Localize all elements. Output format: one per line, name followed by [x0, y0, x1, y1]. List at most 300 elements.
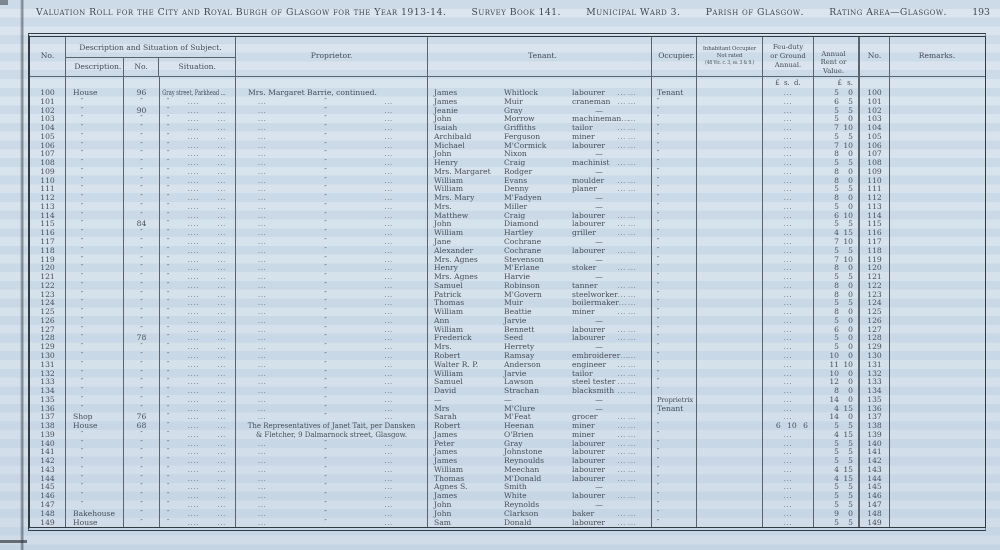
proprietor-cell: ... ″ ... — [236, 448, 428, 457]
street-number-cell: ″ — [124, 291, 160, 300]
street-number-cell: ″ — [124, 273, 160, 282]
entry-number-repeat-cell: 132 — [859, 370, 890, 379]
entry-number-repeat-cell: 141 — [859, 448, 890, 457]
entry-number-repeat-cell: 115 — [859, 220, 890, 229]
inhabitant-occupier-cell — [697, 142, 763, 151]
proprietor-cell: ... ″ ... — [236, 475, 428, 484]
tenant-cell: Mrs. Margaret Rodger — — [428, 168, 652, 177]
situation-cell: ″ .... ... — [160, 98, 236, 107]
entry-number-cell: 125 — [30, 308, 66, 317]
street-number-cell: ″ — [124, 475, 160, 484]
entry-number-cell: 111 — [30, 185, 66, 194]
feu-duty-cell: ... — [763, 448, 814, 457]
description-cell: ″ — [66, 457, 124, 466]
remarks-cell — [890, 510, 984, 519]
rent-cell: 5 5 — [814, 501, 859, 510]
description-cell: ″ — [66, 466, 124, 475]
feu-duty-cell: ... — [763, 431, 814, 440]
proprietor-cell: ... ″ ... — [236, 168, 428, 177]
feu-duty-cell: ... — [763, 466, 814, 475]
entry-number-cell: 105 — [30, 133, 66, 142]
feu-duty-cell: ... — [763, 247, 814, 256]
inhabitant-occupier-cell — [697, 413, 763, 422]
rent-cell: 5 0 — [814, 115, 859, 124]
col-description: Description. — [66, 58, 124, 76]
rent-cell: 7 10 — [814, 256, 859, 265]
feu-duty-cell: ... — [763, 326, 814, 335]
occupier-cell: ″ — [652, 519, 697, 528]
tenant-cell: Samuel Robinson tanner ... ... — [428, 282, 652, 291]
rent-cell: 5 5 — [814, 457, 859, 466]
entry-number-repeat-cell: 147 — [859, 501, 890, 510]
table-row — [30, 501, 985, 510]
entry-number-cell: 148 — [30, 510, 66, 519]
entry-number-cell: 115 — [30, 220, 66, 229]
remarks-cell — [890, 115, 984, 124]
tenant-cell: James Whitlock labourer ... ... — [428, 89, 652, 98]
description-cell: ″ — [66, 483, 124, 492]
occupier-cell: ″ — [652, 212, 697, 221]
occupier-cell: ″ — [652, 343, 697, 352]
feu-duty-cell: ... — [763, 299, 814, 308]
street-number-cell: ″ — [124, 282, 160, 291]
street-number-cell: ″ — [124, 483, 160, 492]
tenant-cell: Jane Cochrane — — [428, 238, 652, 247]
description-cell: ″ — [66, 343, 124, 352]
entry-number-cell: 117 — [30, 238, 66, 247]
street-number-cell: ″ — [124, 133, 160, 142]
situation-cell: ″ .... ... — [160, 361, 236, 370]
feu-duty-cell: ... — [763, 220, 814, 229]
situation-cell: ″ .... ... — [160, 519, 236, 528]
description-cell: ″ — [66, 194, 124, 203]
description-cell: ″ — [66, 238, 124, 247]
tenant-cell: Walter R. P. Anderson engineer ... ... — [428, 361, 652, 370]
inhabitant-occupier-cell — [697, 396, 763, 405]
scan-artifact-edge — [0, 540, 27, 543]
description-cell: ″ — [66, 212, 124, 221]
entry-number-repeat-cell: 123 — [859, 291, 890, 300]
description-cell: ″ — [66, 142, 124, 151]
rent-cell: 5 0 — [814, 89, 859, 98]
remarks-cell — [890, 334, 984, 343]
street-number-cell: ″ — [124, 510, 160, 519]
inhabitant-occupier-cell — [697, 282, 763, 291]
entry-number-cell: 129 — [30, 343, 66, 352]
proprietor-cell: ... ″ ... — [236, 159, 428, 168]
rent-cell: 4 15 — [814, 466, 859, 475]
remarks-cell — [890, 107, 984, 116]
inhabitant-occupier-cell — [697, 98, 763, 107]
inhabitant-occupier-cell — [697, 194, 763, 203]
table-row — [30, 361, 985, 370]
occupier-cell: ″ — [652, 413, 697, 422]
occupier-cell: ″ — [652, 168, 697, 177]
occupier-cell: ″ — [652, 440, 697, 449]
description-cell: ″ — [66, 273, 124, 282]
remarks-cell — [890, 273, 984, 282]
page-title: Valuation Roll for the City and Royal Burgh of Glasgow for the Year 1913-14. — [36, 7, 447, 18]
table-row — [30, 89, 985, 98]
description-cell: House — [66, 422, 124, 431]
entry-number-cell: 138 — [30, 422, 66, 431]
entry-number-repeat-cell: 146 — [859, 492, 890, 501]
inhabitant-occupier-cell — [697, 124, 763, 133]
feu-duty-cell: ... — [763, 194, 814, 203]
rent-cell: 12 0 — [814, 378, 859, 387]
entry-number-repeat-cell: 135 — [859, 396, 890, 405]
occupier-cell: ″ — [652, 334, 697, 343]
inhabitant-occupier-cell — [697, 229, 763, 238]
inhabitant-occupier-cell — [697, 440, 763, 449]
occupier-cell: ″ — [652, 431, 697, 440]
entry-number-repeat-cell: 128 — [859, 334, 890, 343]
feu-duty-cell: ... — [763, 501, 814, 510]
entry-number-cell: 120 — [30, 264, 66, 273]
situation-cell: ″ .... ... — [160, 168, 236, 177]
entry-number-cell: 145 — [30, 483, 66, 492]
description-cell: ″ — [66, 220, 124, 229]
situation-cell: ″ .... ... — [160, 194, 236, 203]
remarks-cell — [890, 256, 984, 265]
table-row — [30, 291, 985, 300]
situation-cell: ″ .... ... — [160, 177, 236, 186]
feu-duty-cell: ... — [763, 413, 814, 422]
table-row — [30, 115, 985, 124]
occupier-cell: ″ — [652, 475, 697, 484]
proprietor-cell: ... ″ ... — [236, 519, 428, 528]
feu-duty-cell: ... — [763, 107, 814, 116]
remarks-cell — [890, 413, 984, 422]
table-row — [30, 133, 985, 142]
feu-duty-cell: ... — [763, 133, 814, 142]
feu-duty-cell: ... — [763, 378, 814, 387]
table-row — [30, 457, 985, 466]
street-number-cell: ″ — [124, 238, 160, 247]
inhabitant-occupier-cell — [697, 212, 763, 221]
table-row — [30, 124, 985, 133]
occupier-cell: ″ — [652, 501, 697, 510]
entry-number-repeat-cell: 119 — [859, 256, 890, 265]
entry-number-repeat-cell: 125 — [859, 308, 890, 317]
remarks-cell — [890, 317, 984, 326]
description-cell: ″ — [66, 475, 124, 484]
rent-cell: 4 15 — [814, 431, 859, 440]
entry-number-repeat-cell: 100 — [859, 89, 890, 98]
proprietor-cell: ... ″ ... — [236, 299, 428, 308]
proprietor-cell: ... ″ ... — [236, 229, 428, 238]
feu-duty-cell: ... — [763, 124, 814, 133]
entry-number-repeat-cell: 102 — [859, 107, 890, 116]
street-number-cell: 78 — [124, 334, 160, 343]
proprietor-cell: ... ″ ... — [236, 150, 428, 159]
remarks-cell — [890, 405, 984, 414]
description-cell: House — [66, 89, 124, 98]
proprietor-cell: ... ″ ... — [236, 124, 428, 133]
situation-cell: ″ .... ... — [160, 457, 236, 466]
feu-duty-cell: ... — [763, 510, 814, 519]
description-cell: ″ — [66, 133, 124, 142]
description-cell: ″ — [66, 448, 124, 457]
situation-cell: ″ .... ... — [160, 326, 236, 335]
rent-cell: 5 5 — [814, 440, 859, 449]
inhabitant-occupier-cell — [697, 203, 763, 212]
proprietor-cell: & Fletcher, 9 Dalmarnock street, Glasgow. — [236, 431, 428, 440]
proprietor-cell: ... ″ ... — [236, 483, 428, 492]
table-row — [30, 98, 985, 107]
occupier-cell: ″ — [652, 378, 697, 387]
situation-cell: ″ .... ... — [160, 299, 236, 308]
rent-cell: 6 5 — [814, 98, 859, 107]
occupier-cell: ″ — [652, 448, 697, 457]
remarks-cell — [890, 168, 984, 177]
tenant-cell: Ann Jarvie — — [428, 317, 652, 326]
occupier-cell: ″ — [652, 194, 697, 203]
feu-duty-cell: ... — [763, 361, 814, 370]
situation-cell: ″ .... ... — [160, 150, 236, 159]
description-cell: ″ — [66, 229, 124, 238]
description-cell: Bakehouse — [66, 510, 124, 519]
proprietor-cell: ... ″ ... — [236, 115, 428, 124]
tenant-cell: William Evans moulder ... ... — [428, 177, 652, 186]
rent-cell: 5 5 — [814, 247, 859, 256]
situation-cell: ″ .... ... — [160, 107, 236, 116]
remarks-cell — [890, 343, 984, 352]
tenant-cell: Frederick Seed labourer ... ... — [428, 334, 652, 343]
entry-number-repeat-cell: 113 — [859, 203, 890, 212]
occupier-cell: ″ — [652, 326, 697, 335]
occupier-cell: ″ — [652, 308, 697, 317]
situation-cell: ″ .... ... — [160, 378, 236, 387]
entry-number-repeat-cell: 107 — [859, 150, 890, 159]
feu-duty-cell: ... — [763, 177, 814, 186]
tenant-cell: Mrs. Agnes Harvie — — [428, 273, 652, 282]
inhabitant-occupier-cell — [697, 448, 763, 457]
tenant-cell: Mrs. Mary M'Fadyen — — [428, 194, 652, 203]
entry-number-cell: 136 — [30, 405, 66, 414]
feu-duty-cell: ... — [763, 317, 814, 326]
proprietor-cell: ... ″ ... — [236, 212, 428, 221]
remarks-cell — [890, 519, 984, 528]
tenant-cell: William Hartley griller ... ... — [428, 229, 652, 238]
entry-number-cell: 114 — [30, 212, 66, 221]
rent-cell: 8 0 — [814, 282, 859, 291]
remarks-cell — [890, 229, 984, 238]
feu-duty-cell: ... — [763, 282, 814, 291]
feu-duty-cell: ... — [763, 229, 814, 238]
tenant-cell: Matthew Craig labourer ... ... — [428, 212, 652, 221]
page-number: 193 — [972, 7, 990, 18]
entry-number-repeat-cell: 108 — [859, 159, 890, 168]
situation-cell: ″ .... ... — [160, 422, 236, 431]
occupier-cell: Proprietrix — [652, 396, 697, 405]
rent-cell: 7 10 — [814, 124, 859, 133]
occupier-cell: ″ — [652, 317, 697, 326]
street-number-cell: 76 — [124, 413, 160, 422]
tenant-cell: John Morrow machineman ... ... — [428, 115, 652, 124]
description-cell: ″ — [66, 150, 124, 159]
entry-number-repeat-cell: 122 — [859, 282, 890, 291]
proprietor-cell: ... ″ ... — [236, 133, 428, 142]
table-row — [30, 220, 985, 229]
entry-number-repeat-cell: 129 — [859, 343, 890, 352]
occupier-cell: ″ — [652, 159, 697, 168]
feu-duty-cell: ... — [763, 343, 814, 352]
street-number-cell: ″ — [124, 159, 160, 168]
table-row — [30, 422, 985, 431]
entry-number-repeat-cell: 139 — [859, 431, 890, 440]
rent-cell: 8 0 — [814, 177, 859, 186]
inhabitant-occupier-cell — [697, 370, 763, 379]
feu-duty-cell: ... — [763, 142, 814, 151]
proprietor-cell: ... ″ ... — [236, 396, 428, 405]
situation-cell: ″ .... ... — [160, 115, 236, 124]
rent-cell: 5 5 — [814, 107, 859, 116]
street-number-cell: 96 — [124, 89, 160, 98]
entry-number-cell: 123 — [30, 291, 66, 300]
entry-number-cell: 144 — [30, 475, 66, 484]
table-row — [30, 440, 985, 449]
table-row — [30, 238, 985, 247]
rent-cell: 11 10 — [814, 361, 859, 370]
situation-cell: ″ .... ... — [160, 273, 236, 282]
rent-cell: 4 15 — [814, 229, 859, 238]
inhabitant-occupier-cell — [697, 405, 763, 414]
rent-cell: 7 10 — [814, 238, 859, 247]
col-annual-rent: Annual Rent or Value. — [814, 37, 859, 76]
tenant-cell: William Meechan labourer ... ... — [428, 466, 652, 475]
inhabitant-occupier-cell — [697, 168, 763, 177]
rent-cell: 14 0 — [814, 413, 859, 422]
rent-cell: 8 0 — [814, 168, 859, 177]
situation-cell: ″ .... ... — [160, 510, 236, 519]
table-row — [30, 299, 985, 308]
situation-cell: ″ .... ... — [160, 142, 236, 151]
proprietor-cell: The Representatives of Janet Tait, per Dansken — [236, 422, 428, 431]
street-number-cell: ″ — [124, 326, 160, 335]
proprietor-cell: ... ″ ... — [236, 510, 428, 519]
tenant-cell: William Denny planer ... ... — [428, 185, 652, 194]
tenant-cell: Jeanie Gray — — [428, 107, 652, 116]
proprietor-cell: ... ″ ... — [236, 501, 428, 510]
description-cell: Shop — [66, 413, 124, 422]
table-row — [30, 308, 985, 317]
rent-cell: 10 0 — [814, 352, 859, 361]
rent-cell: 5 5 — [814, 220, 859, 229]
tenant-cell: Thomas M'Donald labourer ... ... — [428, 475, 652, 484]
feu-duty-cell: ... — [763, 334, 814, 343]
tenant-cell: Patrick M'Govern steelworker ... ... — [428, 291, 652, 300]
remarks-cell — [890, 220, 984, 229]
inhabitant-occupier-cell — [697, 238, 763, 247]
inhabitant-occupier-cell — [697, 501, 763, 510]
remarks-cell — [890, 133, 984, 142]
rent-cell: 8 0 — [814, 194, 859, 203]
tenant-cell: William Beattie miner ... ... — [428, 308, 652, 317]
proprietor-cell: ... ″ ... — [236, 387, 428, 396]
occupier-cell: ″ — [652, 299, 697, 308]
occupier-cell: ″ — [652, 150, 697, 159]
entry-number-cell: 149 — [30, 519, 66, 528]
feu-duty-cell: ... — [763, 291, 814, 300]
entry-number-repeat-cell: 138 — [859, 422, 890, 431]
table-row — [30, 378, 985, 387]
tenant-cell: Mrs. Miller — — [428, 203, 652, 212]
proprietor-cell: ... ″ ... — [236, 343, 428, 352]
tenant-cell: Mrs. Herrety — — [428, 343, 652, 352]
feu-duty-cell: ... — [763, 89, 814, 98]
rent-cell: 5 5 — [814, 185, 859, 194]
feu-duty-cell: ... — [763, 98, 814, 107]
col-remarks: Remarks. — [918, 51, 956, 61]
remarks-cell — [890, 212, 984, 221]
entry-number-cell: 127 — [30, 326, 66, 335]
entry-number-repeat-cell: 111 — [859, 185, 890, 194]
proprietor-cell: ... ″ ... — [236, 247, 428, 256]
street-number-cell: ″ — [124, 519, 160, 528]
table-row — [30, 352, 985, 361]
entry-number-repeat-cell: 106 — [859, 142, 890, 151]
tenant-cell: David Strachan blacksmith ... ... — [428, 387, 652, 396]
entry-number-repeat-cell: 124 — [859, 299, 890, 308]
proprietor-cell: ... ″ ... — [236, 177, 428, 186]
remarks-cell — [890, 185, 984, 194]
remarks-cell — [890, 308, 984, 317]
entry-number-cell: 121 — [30, 273, 66, 282]
description-cell: ″ — [66, 185, 124, 194]
proprietor-cell: ... ″ ... — [236, 370, 428, 379]
remarks-cell — [890, 299, 984, 308]
rent-cell: 8 0 — [814, 264, 859, 273]
street-number-cell: 68 — [124, 422, 160, 431]
remarks-cell — [890, 291, 984, 300]
street-number-cell: ″ — [124, 317, 160, 326]
feu-duty-cell: ... — [763, 273, 814, 282]
inhabitant-occupier-cell — [697, 519, 763, 528]
proprietor-cell: ... ″ ... — [236, 492, 428, 501]
description-cell: ″ — [66, 203, 124, 212]
proprietor-cell: ... ″ ... — [236, 334, 428, 343]
description-cell: ″ — [66, 361, 124, 370]
description-cell: ″ — [66, 326, 124, 335]
entry-number-repeat-cell: 144 — [859, 475, 890, 484]
street-number-cell: ″ — [124, 168, 160, 177]
remarks-cell — [890, 483, 984, 492]
table-row — [30, 326, 985, 335]
col-street-no: No. — [124, 58, 160, 76]
proprietor-cell: ... ″ ... — [236, 98, 428, 107]
inhabitant-occupier-cell — [697, 457, 763, 466]
inhabitant-occupier-cell — [697, 291, 763, 300]
table-row — [30, 466, 985, 475]
description-cell: ″ — [66, 396, 124, 405]
entry-number-cell: 102 — [30, 107, 66, 116]
entry-number-repeat-cell: 116 — [859, 229, 890, 238]
situation-cell: ″ .... ... — [160, 440, 236, 449]
remarks-cell — [890, 370, 984, 379]
occupier-cell: ″ — [652, 264, 697, 273]
street-number-cell: ″ — [124, 457, 160, 466]
scan-artifact-corner — [0, 0, 8, 5]
street-number-cell: ″ — [124, 492, 160, 501]
street-number-cell: ″ — [124, 308, 160, 317]
col-situation: Situation. — [178, 61, 216, 71]
occupier-cell: ″ — [652, 185, 697, 194]
situation-cell: ″ .... ... — [160, 352, 236, 361]
feu-duty-cell: ... — [763, 150, 814, 159]
situation-cell: ″ .... ... — [160, 291, 236, 300]
entry-number-repeat-cell: 134 — [859, 387, 890, 396]
